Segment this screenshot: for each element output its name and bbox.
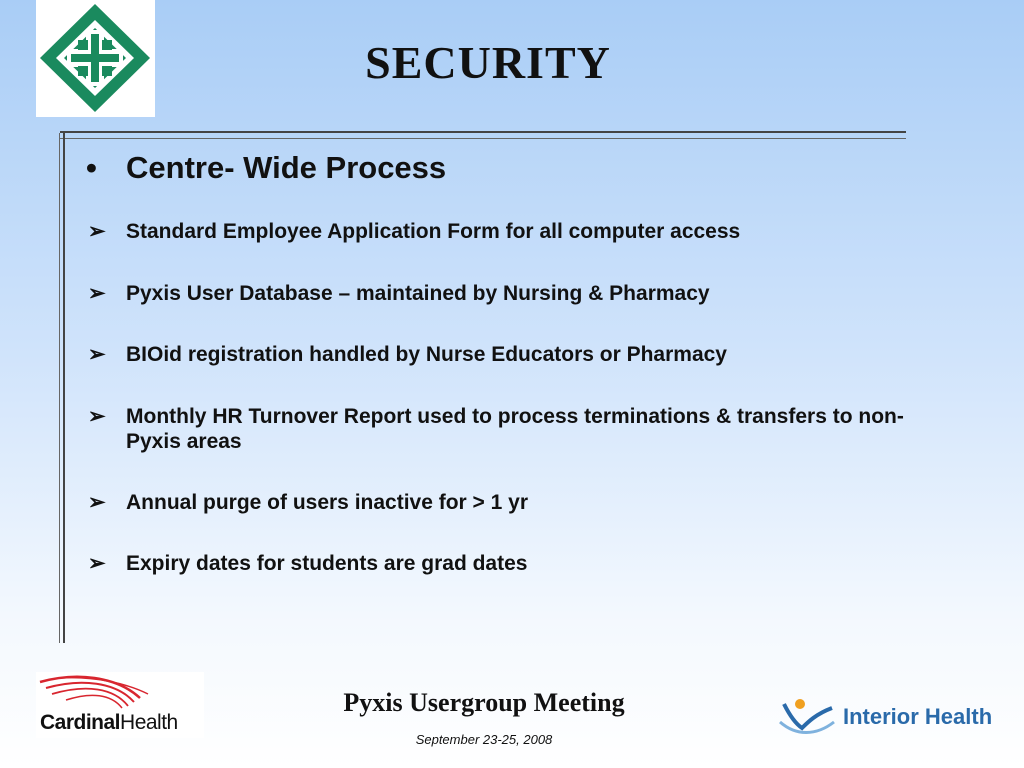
list-item-text: Standard Employee Application Form for all computer access bbox=[126, 220, 741, 243]
list-item-text: Expiry dates for students are grad dates bbox=[126, 552, 528, 575]
cardinal-health-wordmark: CardinalHealth bbox=[40, 711, 178, 734]
interior-health-wordmark: Interior Health bbox=[843, 704, 993, 729]
arrow-bullet-icon: ➢ bbox=[88, 220, 106, 243]
arrow-bullet-icon: ➢ bbox=[88, 405, 106, 428]
arrow-bullet-icon: ➢ bbox=[88, 552, 106, 575]
arrow-bullet-icon: ➢ bbox=[88, 282, 106, 305]
interior-health-swoosh-icon bbox=[776, 696, 838, 738]
list-item-text: Annual purge of users inactive for > 1 yr bbox=[126, 491, 529, 514]
list-item-text: Pyxis User Database – maintained by Nursing & Pharmacy bbox=[126, 282, 710, 305]
main-bullet bbox=[86, 150, 446, 186]
slide-title: SECURITY bbox=[365, 37, 611, 88]
list-item-text: Monthly HR Turnover Report used to process terminations & transfers to non-Pyxis areas bbox=[126, 405, 904, 453]
footer-meeting-title: Pyxis Usergroup Meeting bbox=[343, 688, 625, 717]
main-bullet-text: Centre- Wide Process bbox=[126, 150, 447, 185]
footer-date: September 23-25, 2008 bbox=[415, 732, 553, 747]
list-item-text: BIOid registration handled by Nurse Educators or Pharmacy bbox=[126, 343, 727, 366]
arrow-bullet-icon: ➢ bbox=[88, 491, 106, 514]
arrow-bullet-icon: ➢ bbox=[88, 343, 106, 366]
bullet-dot-icon: • bbox=[86, 150, 97, 185]
